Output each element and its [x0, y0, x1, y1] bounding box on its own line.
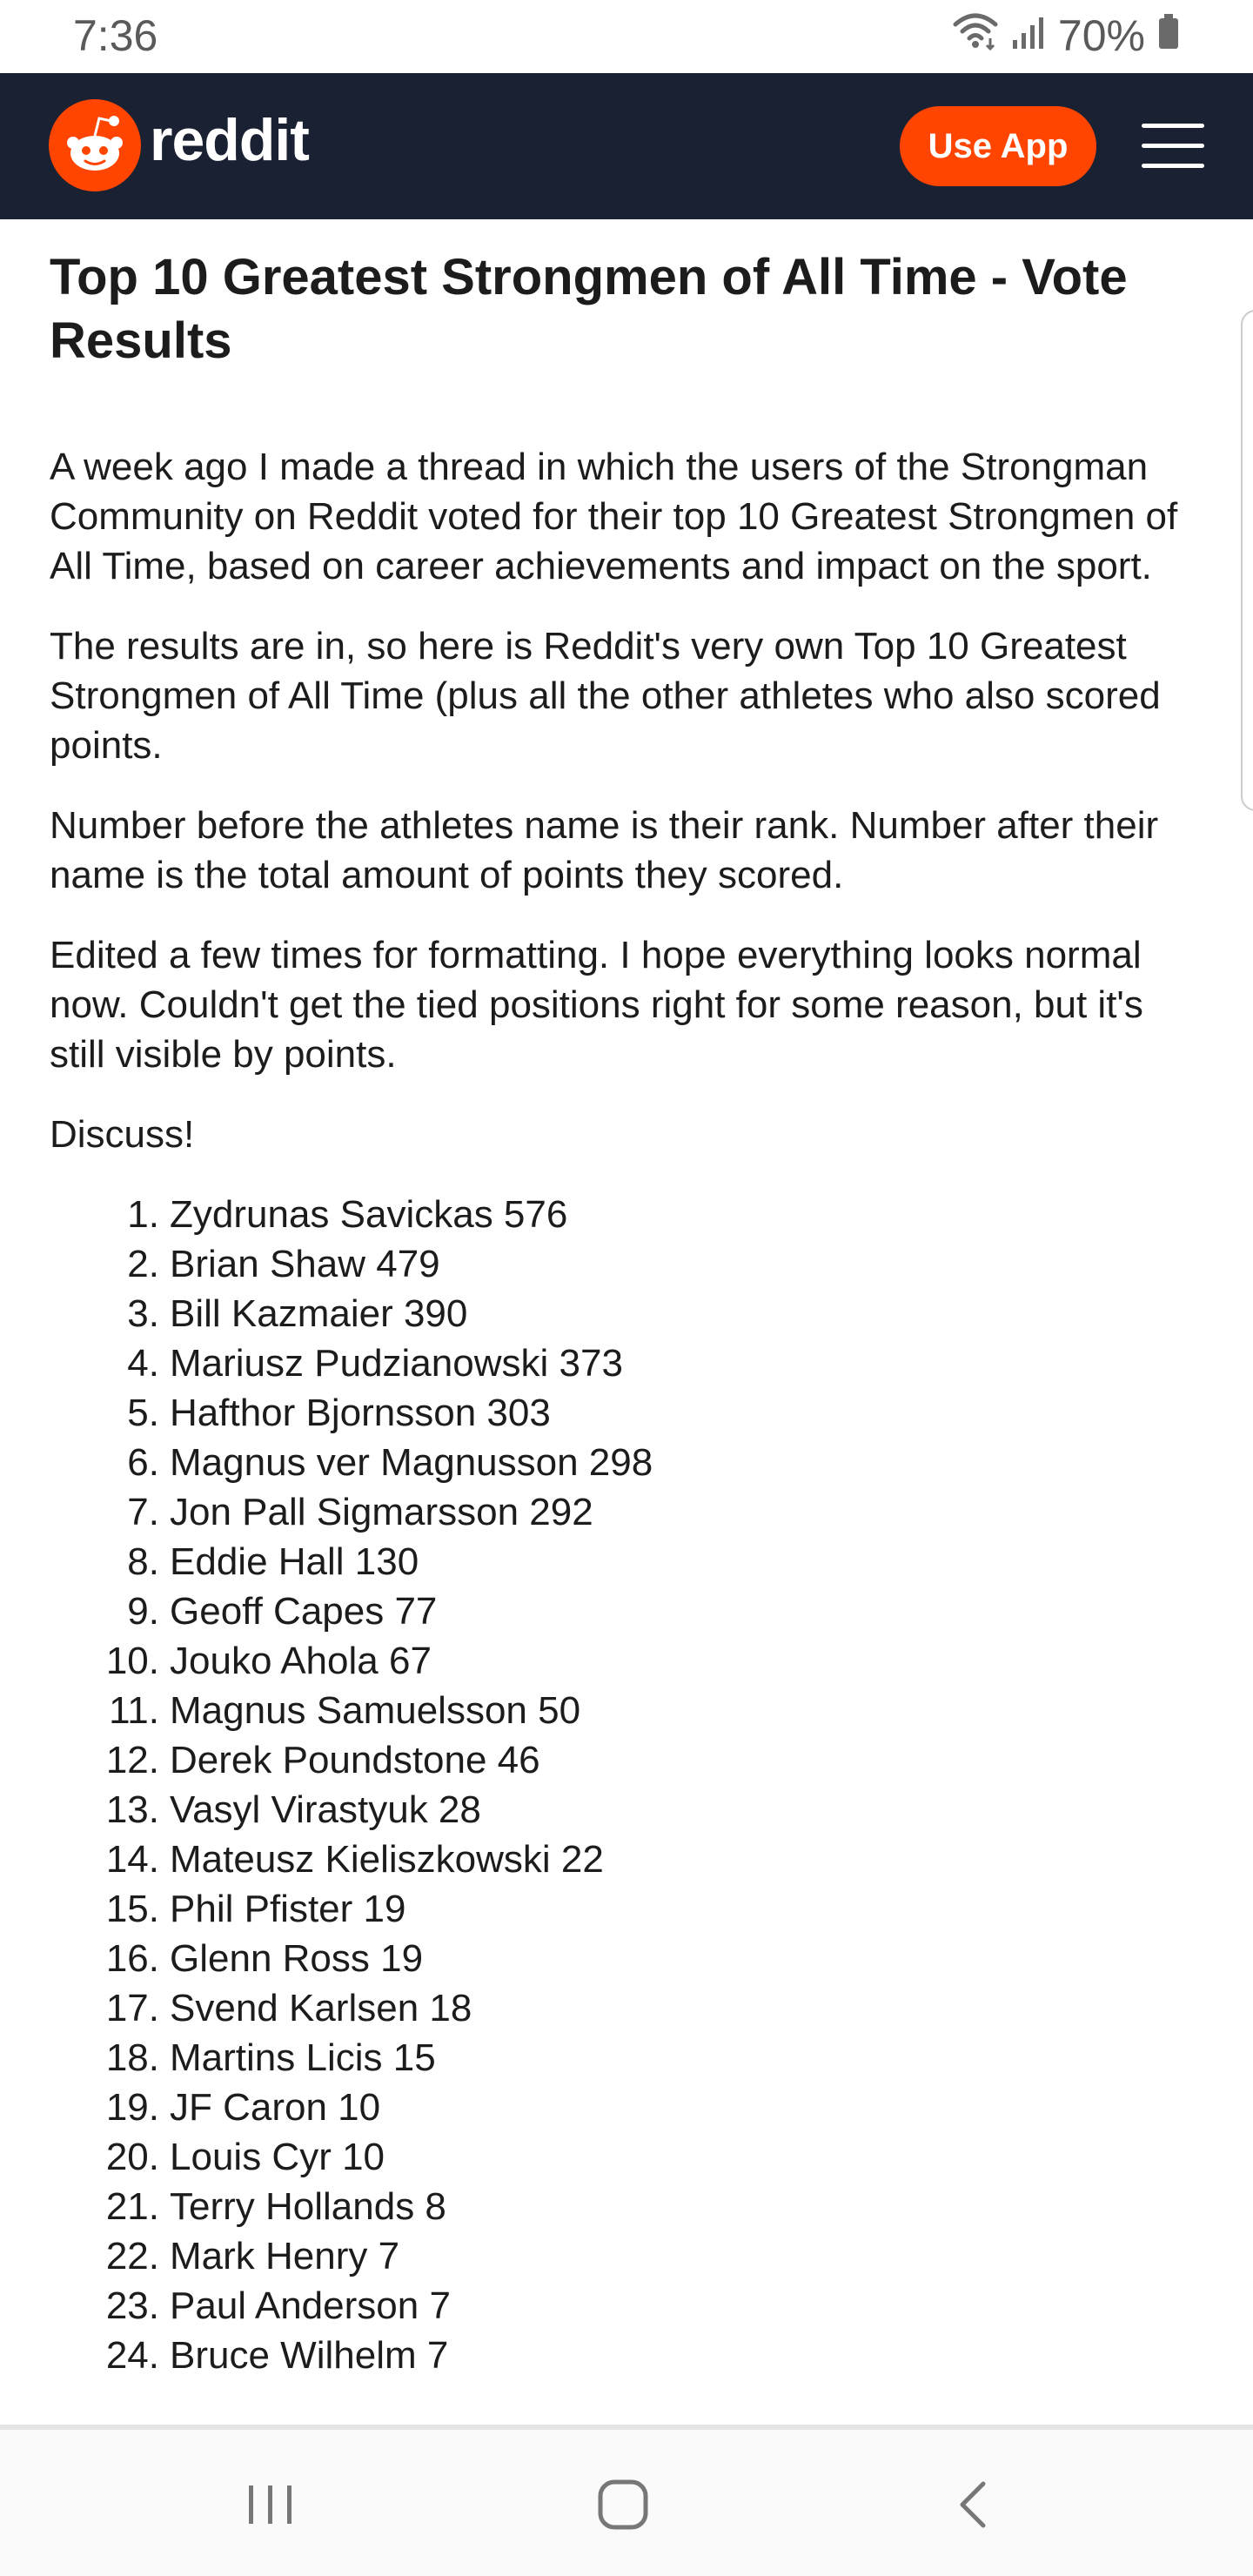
system-nav-bar: [0, 2430, 1253, 2576]
rank-number: 21.: [105, 2185, 159, 2228]
rank-number: 13.: [105, 1788, 159, 1831]
athlete-entry: Magnus ver Magnusson 298: [170, 1441, 653, 1484]
ranking-item: [50, 1190, 1198, 1239]
rank-number: 8.: [127, 1540, 159, 1583]
athlete-entry: Bill Kazmaier 390: [170, 1292, 468, 1335]
signal-icon: [1011, 10, 1046, 61]
athlete-entry: Mariusz Pudzianowski 373: [170, 1342, 623, 1385]
recent-apps-icon[interactable]: [247, 2484, 294, 2530]
rank-number: 2.: [127, 1243, 159, 1285]
rank-number: 17.: [105, 1987, 159, 2029]
rank-number: 9.: [127, 1590, 159, 1633]
athlete-entry: Martins Licis 15: [170, 2036, 436, 2079]
athlete-entry: Vasyl Virastyuk 28: [170, 1788, 481, 1831]
ranking-item: [50, 1884, 1198, 1934]
athlete-entry: JF Caron 10: [170, 2086, 381, 2129]
rank-number: 22.: [105, 2235, 159, 2277]
rank-number: 4.: [127, 1342, 159, 1385]
ranking-item: [50, 2132, 1198, 2182]
athlete-entry: Jouko Ahola 67: [170, 1640, 432, 1682]
post-paragraph: A week ago I made a thread in which the users of the Strongman Community on Reddit voted for their top 10 Greatest Strongmen of All Time, based on career achievements and impact on the sport.: [50, 446, 1178, 587]
athlete-entry: Bruce Wilhelm 7: [170, 2334, 449, 2377]
post-paragraph: Number before the athletes name is their rank. Number after their name is the total amount of points they scored.: [50, 804, 1159, 896]
athlete-entry: Svend Karlsen 18: [170, 1987, 472, 2029]
athlete-entry: Derek Poundstone 46: [170, 1739, 540, 1781]
rank-number: 14.: [105, 1838, 159, 1881]
post-paragraph: Discuss!: [50, 1113, 195, 1156]
athlete-entry: Geoff Capes 77: [170, 1590, 438, 1633]
athlete-entry: Mateusz Kieliszkowski 22: [170, 1838, 604, 1881]
rank-number: 18.: [105, 2036, 159, 2079]
athlete-entry: Paul Anderson 7: [170, 2284, 451, 2327]
ranking-item: [50, 2231, 1198, 2281]
post-title: Top 10 Greatest Strongmen of All Time - Vote Results: [50, 249, 1128, 369]
athlete-entry: Hafthor Bjornsson 303: [170, 1392, 551, 1434]
ranking-item: [50, 1487, 1198, 1537]
reddit-wordmark[interactable]: reddit: [150, 107, 309, 173]
athlete-entry: Phil Pfister 19: [170, 1888, 406, 1930]
post-paragraph: The results are in, so here is Reddit's very own Top 10 Greatest Strongmen of All Time (plus all the other athletes who also scored points.: [50, 625, 1161, 767]
athlete-entry: Eddie Hall 130: [170, 1540, 419, 1583]
battery-icon: [1157, 10, 1180, 61]
wifi-icon: [952, 10, 999, 61]
rank-number: 10.: [105, 1640, 159, 1682]
athlete-entry: Jon Pall Sigmarsson 292: [170, 1491, 593, 1533]
ranking-item: [50, 1438, 1198, 1487]
ranking-item: [50, 1587, 1198, 1636]
rank-number: 3.: [127, 1292, 159, 1335]
use-app-button[interactable]: Use App: [900, 106, 1096, 186]
rank-number: 19.: [105, 2086, 159, 2129]
ranking-item: [50, 1289, 1198, 1338]
rank-number: 5.: [127, 1392, 159, 1434]
ranking-item: [50, 1735, 1198, 1785]
athlete-entry: Glenn Ross 19: [170, 1937, 424, 1980]
athlete-entry: Magnus Samuelsson 50: [170, 1689, 581, 1732]
rank-number: 11.: [109, 1689, 159, 1732]
home-icon[interactable]: [597, 2479, 649, 2535]
ranking-item: [50, 2033, 1198, 2083]
ranking-list: [50, 1190, 1198, 2380]
ranking-item: [50, 1785, 1198, 1835]
ranking-item: [50, 1835, 1198, 1884]
athlete-entry: Louis Cyr 10: [170, 2136, 385, 2178]
ranking-item: [50, 2281, 1198, 2331]
reddit-logo-icon[interactable]: [49, 99, 141, 191]
rank-number: 24.: [105, 2334, 159, 2377]
ranking-item: [50, 2083, 1198, 2132]
ranking-item: [50, 1983, 1198, 2033]
rank-number: 23.: [105, 2284, 159, 2327]
ranking-item: [50, 1338, 1198, 1388]
athlete-entry: Mark Henry 7: [170, 2235, 400, 2277]
rank-number: 16.: [105, 1937, 159, 1980]
ranking-item: [50, 2182, 1198, 2231]
back-icon[interactable]: [955, 2480, 990, 2533]
battery-percent: 70%: [1057, 11, 1145, 60]
ranking-item: [50, 1537, 1198, 1587]
athlete-entry: Brian Shaw 479: [170, 1243, 440, 1285]
rank-number: 20.: [105, 2136, 159, 2178]
site-header: [0, 73, 1253, 219]
ranking-item: [50, 1934, 1198, 1983]
rank-number: 6.: [127, 1441, 159, 1484]
status-bar: [0, 0, 1253, 73]
status-indicators: [952, 10, 1180, 61]
status-time: 7:36: [73, 11, 158, 60]
ranking-item: [50, 1239, 1198, 1289]
ranking-item: [50, 1636, 1198, 1686]
rank-number: 12.: [105, 1739, 159, 1781]
post-paragraph: Edited a few times for formatting. I hope everything looks normal now. Couldn't get the tied positions right for some reason, but it's still visible by points.: [50, 934, 1143, 1076]
athlete-entry: Terry Hollands 8: [170, 2185, 446, 2228]
athlete-entry: Zydrunas Savickas 576: [170, 1193, 568, 1236]
rank-number: 1.: [127, 1193, 159, 1236]
ranking-item: [50, 1686, 1198, 1735]
ranking-item: [50, 2331, 1198, 2380]
ranking-item: [50, 1388, 1198, 1438]
rank-number: 15.: [105, 1888, 159, 1930]
rank-number: 7.: [127, 1491, 159, 1533]
scroll-indicator[interactable]: [1241, 310, 1253, 811]
post-content: [50, 245, 1198, 2380]
hamburger-menu-icon[interactable]: [1142, 124, 1204, 169]
